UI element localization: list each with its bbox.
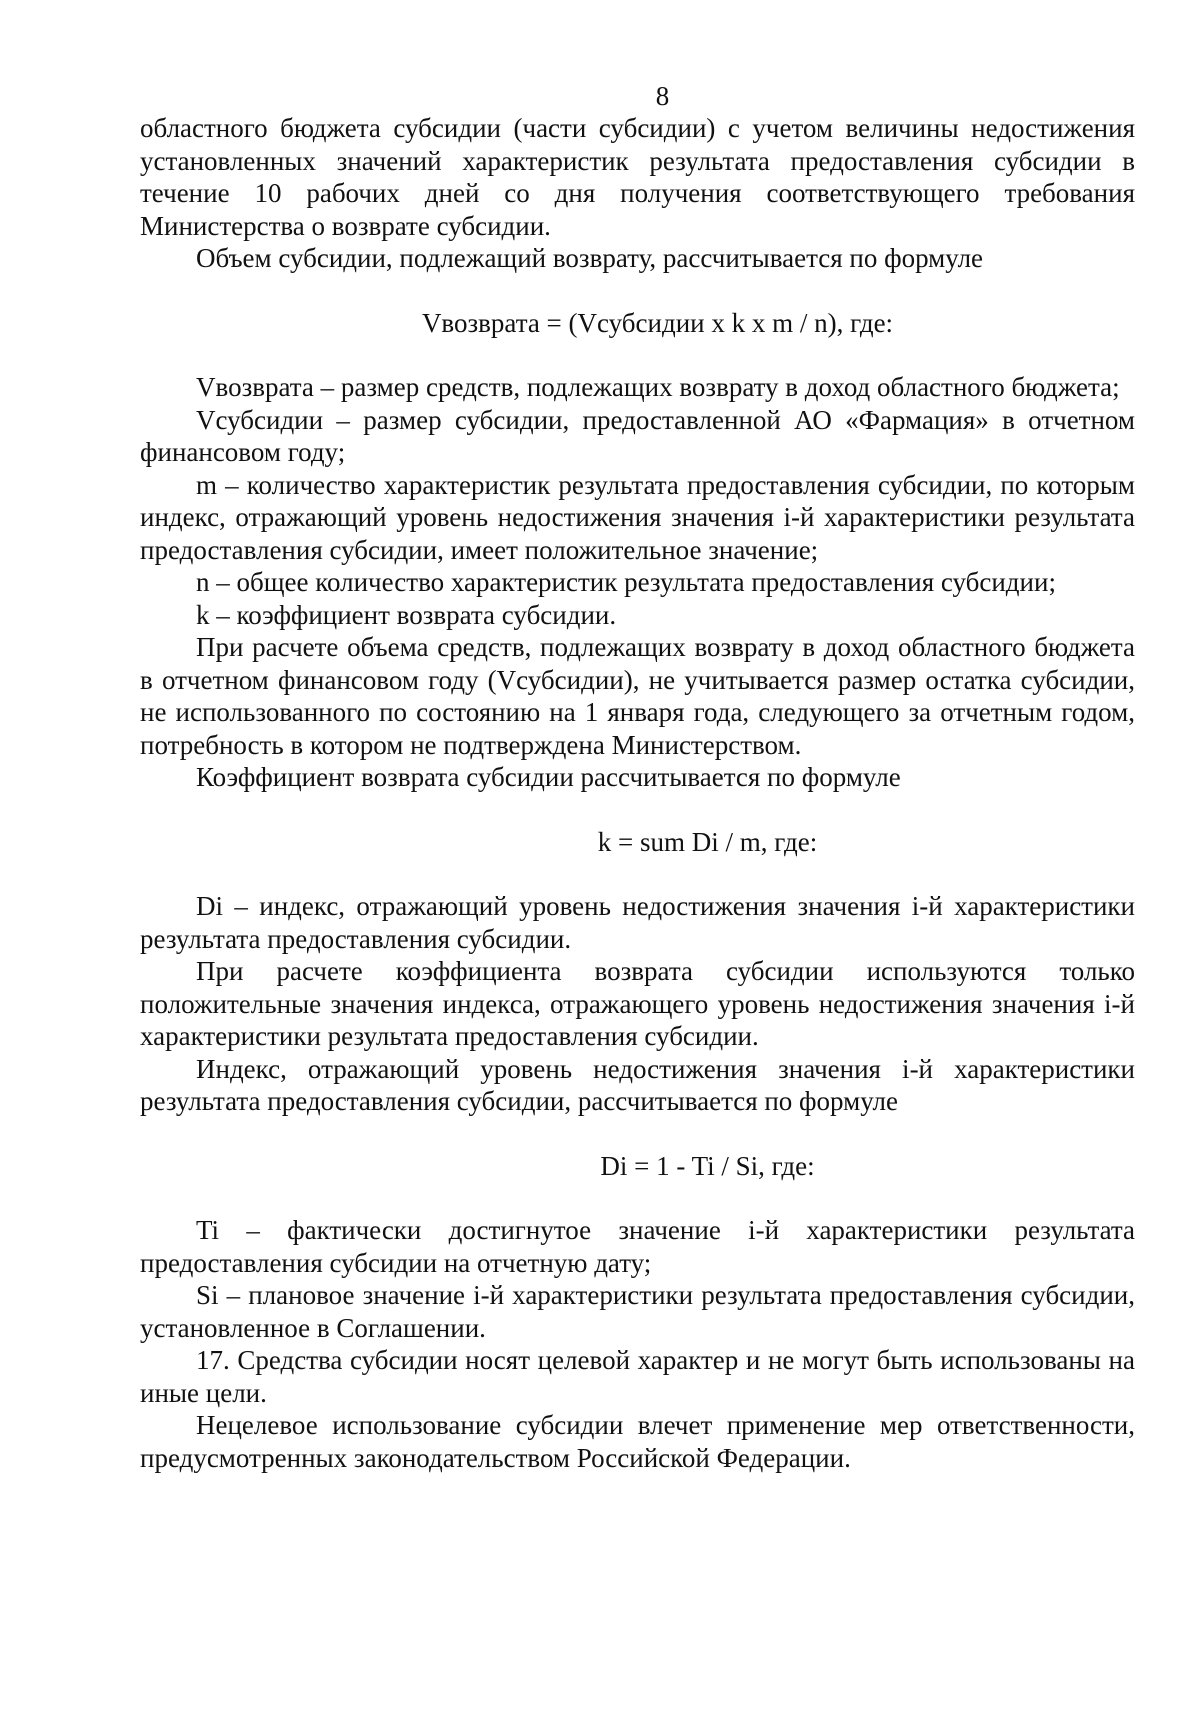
definition-ti: Ti – фактически достигнутое значение i-й характеристики результата предоставления субсидии на отчетную дату;: [140, 1215, 1135, 1278]
definition-n: n – общее количество характеристик результата предоставления субсидии;: [196, 567, 1056, 597]
page-number: 8: [655, 81, 670, 111]
paragraph-index-intro: Индекс, отражающий уровень недостижения значения i-й характеристики результата предоставления субсидии, рассчитывается по формуле: [140, 1053, 1135, 1116]
formula-di: Di = 1 - Ti / Si, где:: [600, 1150, 815, 1181]
paragraph-calculation-note: При расчете объема средств, подлежащих возврату в доход областного бюджета в отчетном финансовом году (Vсубсидии), не учитывается размер остатка субсидии, не использованного по состоянию на 1 января года, следующего за отчетным годом, потребность в котором не подтверждена Министерством.: [140, 632, 1135, 760]
definition-m: m – количество характеристик результата предоставления субсидии, по которым индекс, отражающий уровень недостижения значения i-й характеристики результата предоставления субсидии, имеет положительное значение;: [140, 469, 1135, 565]
definition-k: k – коэффициент возврата субсидии.: [196, 599, 617, 630]
paragraph-misuse-liability: Нецелевое использование субсидии влечет применение мер ответственности, предусмотренных законодательством Российской Федерации.: [140, 1410, 1135, 1473]
paragraph-continuation: областного бюджета субсидии (части субсидии) с учетом величины недостижения установленных значений характеристик результата предоставления субсидии в течение 10 рабочих дней со дня получения соответствующего требования Министерства о возврате субсидии.: [140, 113, 1135, 241]
paragraph-positive-values: При расчете коэффициента возврата субсидии используются только положительные значения индекса, отражающего уровень недостижения значения i-й характеристики результата предоставления субсидии.: [140, 956, 1135, 1051]
paragraph-coefficient-intro: Коэффициент возврата субсидии рассчитывается по формуле: [196, 762, 901, 792]
definition-di: Di – индекс, отражающий уровень недостижения значения i-й характеристики результата предоставления субсидии.: [140, 891, 1135, 954]
paragraph-item-17: 17. Средства субсидии носят целевой характер и не могут быть использованы на иные цели.: [140, 1345, 1135, 1408]
definition-v-return: Vвозврата – размер средств, подлежащих возврату в доход областного бюджета;: [196, 372, 1120, 402]
formula-k: k = sum Di / m, где:: [597, 826, 818, 857]
definition-si: Si – плановое значение i-й характеристики результата предоставления субсидии, установленное в Соглашении.: [140, 1280, 1135, 1343]
paragraph-volume-intro: Объем субсидии, подлежащий возврату, рассчитывается по формуле: [196, 243, 984, 273]
document-page: [140, 80, 1135, 1474]
formula-v-return: Vвозврата = (Vсубсидии x k x m / n), где:: [421, 307, 894, 338]
definition-v-subsidy: Vсубсидии – размер субсидии, предоставленной АО «Фармация» в отчетном финансовом году;: [140, 404, 1135, 467]
